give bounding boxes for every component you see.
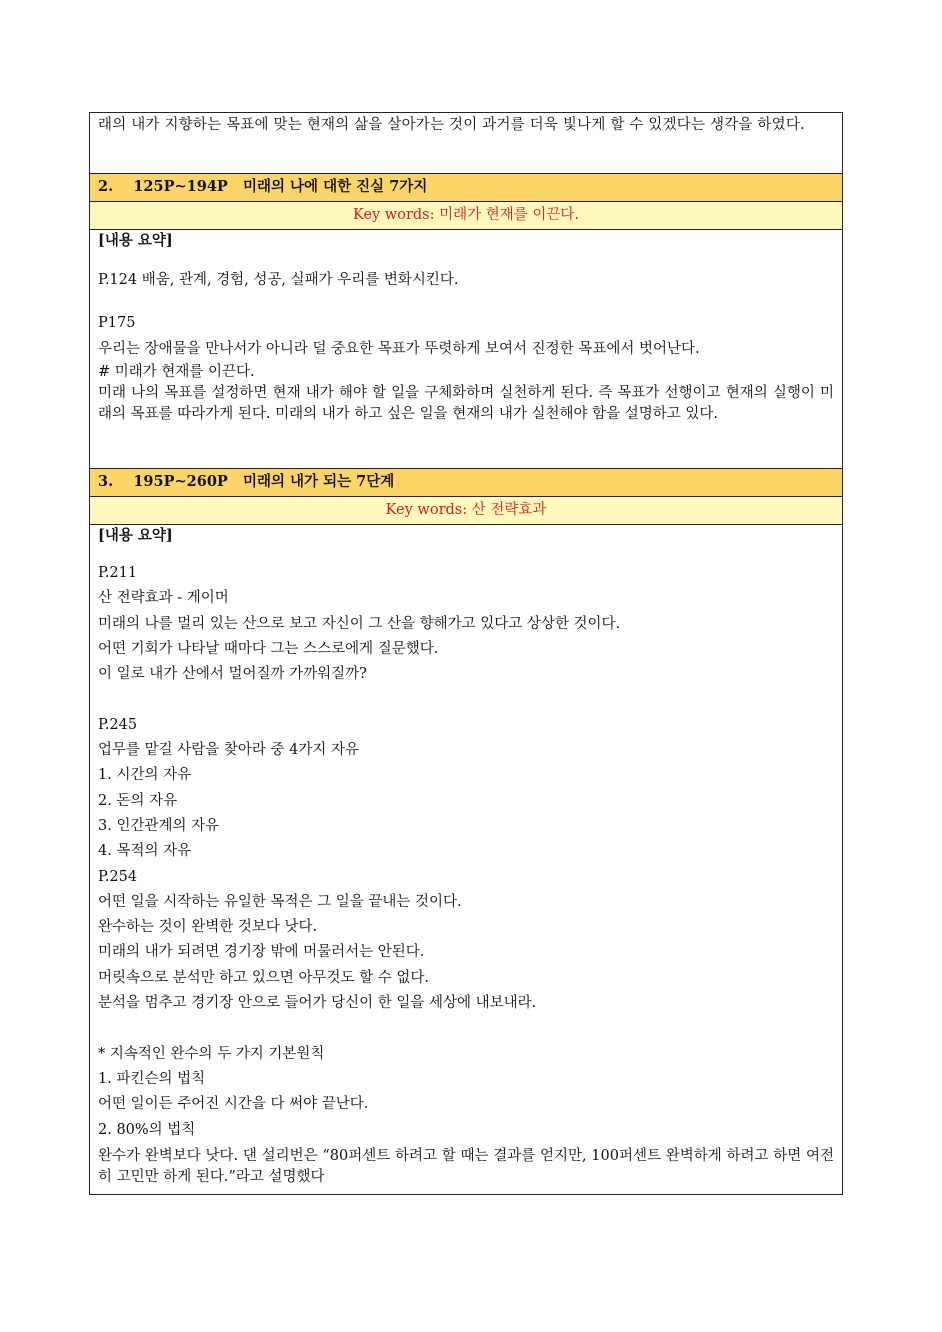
summary-line xyxy=(98,687,834,712)
intro-paragraph: 래의 내가 지향하는 목표에 맞는 현재의 삶을 살아가는 것이 과거를 더욱 빛나게 할 수 있겠다는 생각을 하였다. xyxy=(90,113,842,174)
summary-line: 완수가 완벽보다 낫다. 댄 설리번은 “80퍼센트 하려고 할 때는 결과를 얻지만, 100퍼센트 완벽하게 하려고 하면 여전히 고민만 하게 된다.”라고 설명했다 xyxy=(98,1147,834,1185)
summary-line: 미래 나의 목표를 설정하면 현재 내가 해야 할 일을 구체화하며 실천하게 된다. 즉 목표가 선행이고 현재의 실행이 미래의 목표를 따라가게 된다. 미래의 내가 하고 싶은 일을 현재의 내가 실천해야 함을 설명하고 있다. xyxy=(98,384,834,422)
summary-line: 우리는 장애물을 만나서가 아니라 덜 중요한 목표가 뚜렷하게 보여서 진정한 목표에서 벗어난다. xyxy=(98,340,700,357)
summary-line: P.211 xyxy=(98,565,138,581)
summary-line: 1. 파킨슨의 법칙 xyxy=(98,1070,206,1087)
summary-line: P.245 xyxy=(98,716,138,733)
summary-line: 산 전략효과 - 게이머 xyxy=(98,590,229,607)
summary-label: [내용 요약] xyxy=(98,232,173,249)
summary-line: P.124 배움, 관계, 경험, 성공, 실패가 우리를 변화시킨다. xyxy=(98,272,459,288)
summary-label: [내용 요약] xyxy=(98,527,173,544)
summary-line: 어떤 일이든 주어진 시간을 다 써야 끝난다. xyxy=(98,1096,369,1113)
keywords-2: Key words: 미래가 현재를 이끈다. xyxy=(90,202,842,230)
summary-line: 어떤 일을 시작하는 유일한 목적은 그 일을 끝내는 것이다. xyxy=(98,893,462,910)
summary-line xyxy=(98,1016,834,1041)
summary-line xyxy=(98,252,834,268)
summary-line: P.254 xyxy=(98,868,138,885)
summary-line: * 지속적인 완수의 두 가지 기본원칙 xyxy=(98,1045,325,1062)
summary-line xyxy=(98,293,834,311)
summary-line: 4. 목적의 자유 xyxy=(98,843,192,860)
keywords-3: Key words: 산 전략효과 xyxy=(90,497,842,525)
summary-line: 업무를 맡길 사람을 찾아라 중 4가지 자유 xyxy=(98,742,359,759)
section-header-2: 2. 125P~194P 미래의 나에 대한 진실 7가지 xyxy=(90,174,842,202)
summary-line: 미래의 내가 되려면 경기장 밖에 머물러서는 안된다. xyxy=(98,944,425,961)
summary-line: 분석을 멈추고 경기장 안으로 들어가 당신이 한 일을 세상에 내보내라. xyxy=(98,995,537,1012)
summary-block-3 xyxy=(90,525,842,1194)
summary-line: 2. 돈의 자유 xyxy=(98,792,178,809)
section-header-3: 3. 195P~260P 미래의 내가 되는 7단계 xyxy=(90,469,842,497)
summary-line: # 미래가 현재를 이끈다. xyxy=(98,363,255,380)
summary-line: 미래의 나를 멀리 있는 산으로 보고 자신이 그 산을 향해가고 있다고 상상한 것이다. xyxy=(98,615,621,632)
summary-line: 어떤 기회가 나타날 때마다 그는 스스로에게 질문했다. xyxy=(98,640,439,657)
summary-line: 2. 80%의 법칙 xyxy=(98,1121,196,1138)
summary-line: 머릿속으로 분석만 하고 있으면 아무것도 할 수 없다. xyxy=(98,969,430,986)
summary-block-2 xyxy=(90,230,842,469)
summary-line xyxy=(98,547,834,561)
summary-line: 완수하는 것이 완벽한 것보다 낫다. xyxy=(98,919,318,936)
summary-line: 이 일로 내가 산에서 멀어질까 가까워질까? xyxy=(98,666,367,683)
document-table xyxy=(89,112,843,1195)
summary-line: P175 xyxy=(98,315,136,332)
summary-line: 3. 인간관계의 자유 xyxy=(98,817,220,834)
summary-line: 1. 시간의 자유 xyxy=(98,767,192,784)
